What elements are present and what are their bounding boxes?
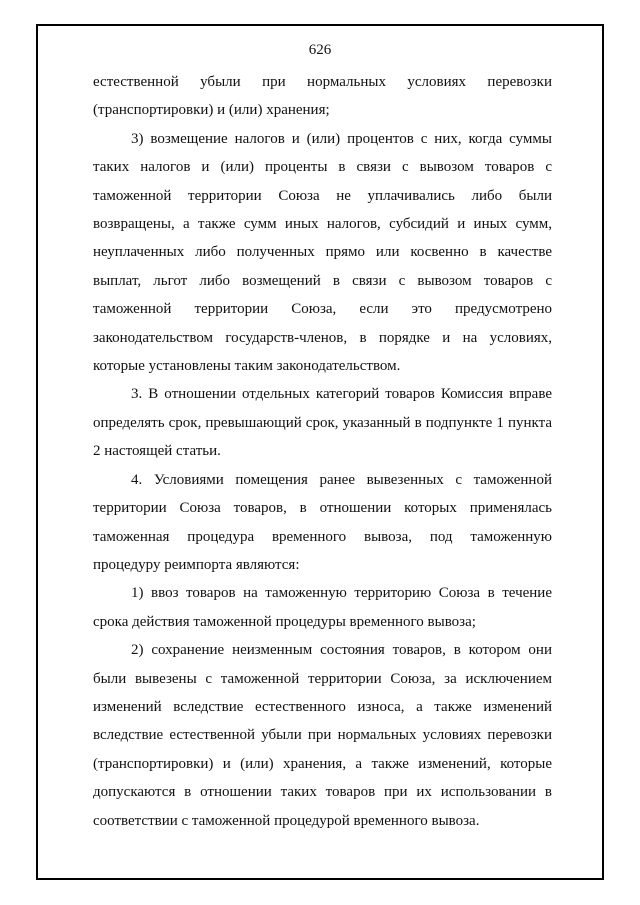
document-body bbox=[93, 68, 552, 835]
paragraph-subitem-1: 1) ввоз товаров на таможенную территорию Союза в течение срока действия таможенной процедуры временного вывоза; bbox=[93, 585, 552, 630]
paragraph-point-4: 4. Условиями помещения ранее вывезенных с таможенной территории Союза товаров, в отношении которых применялась таможенная процедура временного вывоза, под таможенную процедуру реимпорта являются: bbox=[93, 471, 552, 573]
paragraph-continuation: естественной убыли при нормальных условиях перевозки (транспортировки) и (или) хранения; bbox=[93, 74, 552, 119]
page-frame bbox=[36, 24, 604, 880]
paragraph-subitem-3: 3) возмещение налогов и (или) процентов с них, когда суммы таких налогов и (или) проценты в связи с вывозом товаров с таможенной территории Союза не уплачивались либо были возвращены, а также сумм иных налогов, субсидий и иных сумм, неуплаченных либо полученных прямо или косвенно в качестве выплат, льгот либо возмещений в связи с вывозом товаров с таможенной территории Союза, если это предусмотрено законодательством государств-членов, в порядке и на условиях, которые установлены таким законодательством. bbox=[93, 130, 552, 375]
paragraph-point-3: 3. В отношении отдельных категорий товаров Комиссия вправе определять срок, превышающий срок, указанный в подпункте 1 пункта 2 настоящей статьи. bbox=[93, 386, 552, 460]
page-number: 626 bbox=[308, 42, 332, 58]
paragraph-subitem-2: 2) сохранение неизменным состояния товаров, в котором они были вывезены с таможенной территории Союза, за исключением изменений вследствие естественного износа, а также изменений вследствие естественной убыли при нормальных условиях перевозки (транспортировки) и (или) хранения, а также изменений, которые допускаются в отношении таких товаров при их использовании в соответствии с таможенной процедурой временного вывоза. bbox=[93, 642, 552, 829]
